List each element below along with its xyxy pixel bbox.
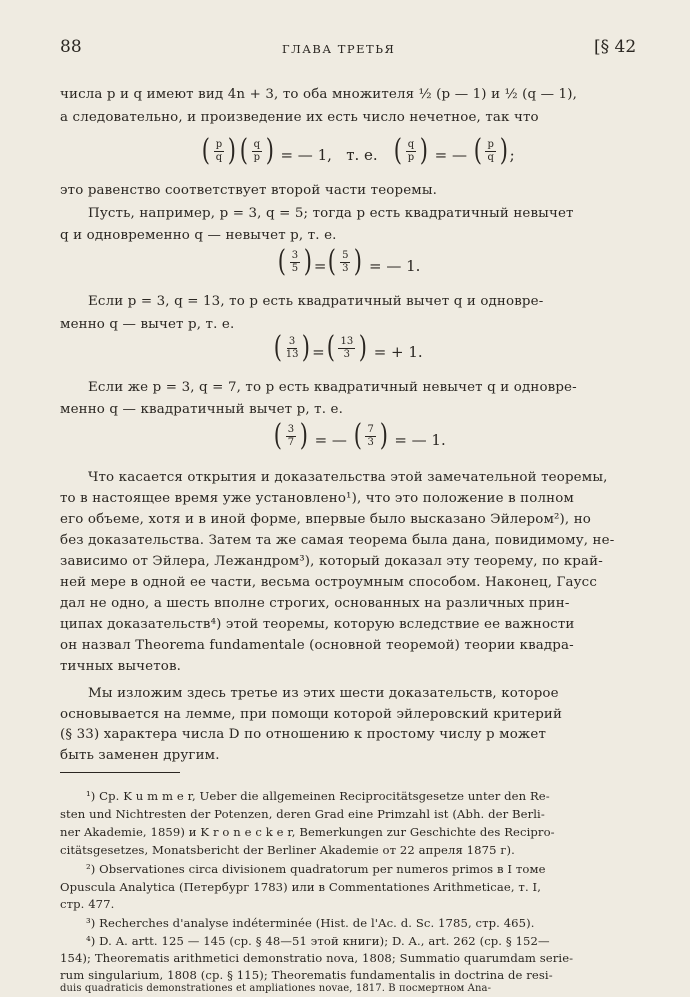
body-line: зависимо от Эйлера, Лежандром³), который доказал эту теорему, по край-	[60, 554, 603, 569]
section-marker: [§ 42	[594, 37, 637, 57]
formula-1-rhs-op: = —	[434, 146, 467, 164]
formula-1-rhs-num-1: q	[407, 138, 415, 150]
formula-3-den-2: 3	[343, 348, 351, 360]
formula-2-tail: = — 1.	[368, 257, 421, 275]
body-line: основывается на лемме, при помощи которой эйлеровский критерий	[60, 707, 563, 722]
body-line: быть заменен другим.	[60, 748, 220, 763]
body-line: это равенство соответствует второй части теоремы.	[60, 183, 438, 198]
formula-1-mid: т. е.	[346, 146, 378, 164]
body-line: тичных вычетов.	[60, 659, 182, 674]
formula-4-num-1: 3	[287, 423, 295, 435]
formula-1-num-1: p	[215, 138, 223, 150]
formula-4-den-1: 7	[287, 436, 295, 448]
page-number: 88	[60, 37, 82, 57]
formula-3-tail: = + 1.	[373, 343, 423, 361]
footnote-line: ²) Observationes circa divisionem quadratorum per numeros primos в I томе	[86, 862, 546, 876]
formula-1-num-2: q	[253, 138, 260, 150]
body-line: то в настоящее время уже установлено¹), что это положение в полном	[60, 491, 574, 506]
body-line: ципах доказательств⁴) этой теоремы, которую вследствие ее важности	[60, 617, 575, 632]
formula-4-den-2: 3	[367, 436, 374, 448]
body-line: без доказательства. Затем та же самая теорема была дана, повидимому, не-	[60, 533, 615, 548]
formula-2-num-1: 3	[291, 249, 299, 261]
body-line: его объеме, хотя и в иной форме, впервые было высказано Эйлером²), но	[60, 512, 591, 527]
footnote-line: citätsgesetzes, Monatsbericht der Berliner Akademie от 22 апреля 1875 г).	[60, 843, 515, 857]
body-line: q и одновременно q — невычет p, т. е.	[60, 228, 337, 243]
body-line: дал не одно, а шесть вполне строгих, основанных на различных прин-	[60, 596, 570, 611]
body-line: (§ 33) характера числа D по отношению к простому числу p может	[60, 727, 547, 742]
formula-4-tail: = — 1.	[394, 431, 446, 449]
formula-3: ( $\frac{3}{13}$ ) = ( $\frac{13}{3}$ ) = + 1.	[273, 330, 423, 365]
formula-1-rhs-num-2: p	[487, 138, 494, 150]
formula-4-op: = —	[314, 431, 347, 449]
formula-3-num-1: 3	[288, 335, 296, 347]
formula-1-den-1: q	[215, 151, 223, 163]
formula-2: ( $\frac{3}{5}$ ) = ( $\frac{5}{3}$ ) = — 1.	[277, 244, 421, 279]
footnote-separator	[60, 772, 180, 773]
chapter-title: ГЛАВА ТРЕТЬЯ	[282, 42, 396, 56]
formula-1-tail: ;	[509, 146, 515, 164]
formula-1-den-2: p	[253, 151, 260, 163]
body-line: Пусть, например, p = 3, q = 5; тогда p есть квадратичный невычет	[88, 206, 574, 221]
formula-3-num-2: 13	[340, 335, 354, 347]
formula-4-num-2: 7	[367, 423, 374, 435]
formula-2-den-1: 5	[291, 262, 299, 274]
body-line: а следовательно, и произведение их есть число нечетное, так что	[60, 110, 539, 125]
footnote-line: стр. 477.	[60, 897, 115, 911]
formula-2-den-2: 3	[342, 262, 349, 274]
body-line: Если p = 3, q = 13, то p есть квадратичный вычет q и одновре-	[88, 294, 544, 309]
body-line: менно q — квадратичный вычет p, т. е.	[60, 402, 344, 417]
formula-2-num-2: 5	[342, 249, 349, 261]
body-line: числа p и q имеют вид 4n + 3, то оба множителя ½ (p — 1) и ½ (q — 1),	[60, 87, 578, 102]
formula-1: ( $\frac{p}{q}$ ) ( $\frac{q}{p}$ ) = — 1, т. е. ( $\frac{q}{p}$ ) = — ( $\frac{p}{q}$ ) ;	[201, 133, 515, 168]
formula-3-den-1: 13	[285, 348, 299, 360]
body-line: ней мере в одной ее части, весьма остроумным способом. Наконец, Гаусс	[60, 575, 597, 590]
footnote-line: ner Akademie, 1859) и K r o n e c k e r, Bemerkungen zur Geschichte des Recipro-	[60, 825, 555, 839]
body-line: он назвал Theorema fundamentale (основной теоремой) теории квадра-	[60, 638, 574, 653]
footnote-line: ³) Recherches d'analyse indéterminée (Hist. de l'Ac. d. Sc. 1785, стр. 465).	[86, 916, 535, 930]
formula-1-eq: = — 1,	[280, 146, 332, 164]
formula-4: ( $\frac{3}{7}$ ) = — ( $\frac{7}{3}$ ) = — 1.	[273, 418, 446, 453]
body-line: Что касается открытия и доказательства этой замечательной теоремы,	[88, 470, 608, 485]
body-line: менно q — вычет p, т. е.	[60, 317, 235, 332]
body-line: Мы изложим здесь третье из этих шести доказательств, которое	[88, 686, 559, 701]
formula-1-rhs-den-2: q	[487, 151, 494, 163]
footnote-line: rum singularium, 1808 (ср. § 115); Theorematis fundamentalis in doctrina de resi-	[60, 968, 553, 982]
footnote-line: ¹) Cp. K u m m e r, Ueber die allgemeinen Reciprocitätsgesetze unter den Re-	[86, 789, 550, 803]
footnote-line: Opuscula Analytica (Петербург 1783) или в Commentationes Arithmeticae, т. I,	[60, 880, 541, 894]
footnote-line: duis quadraticis demonstrationes et ampliationes novae, 1817. В посмертном Ana-	[60, 983, 492, 994]
formula-1-rhs-den-1: p	[407, 151, 415, 163]
body-line: Если же p = 3, q = 7, то p есть квадратичный невычет q и одновре-	[88, 380, 577, 395]
footnote-line: sten und Nichtresten der Potenzen, deren Grad eine Primzahl ist (Abh. der Berli-	[60, 807, 545, 821]
footnote-line: ⁴) D. A. artt. 125 — 145 (ср. § 48—51 этой книги); D. A., art. 262 (ср. § 152—	[86, 934, 550, 948]
footnote-line: 154); Theorematis arithmetici demonstratio nova, 1808; Summatio quarumdam serie-	[60, 951, 574, 965]
